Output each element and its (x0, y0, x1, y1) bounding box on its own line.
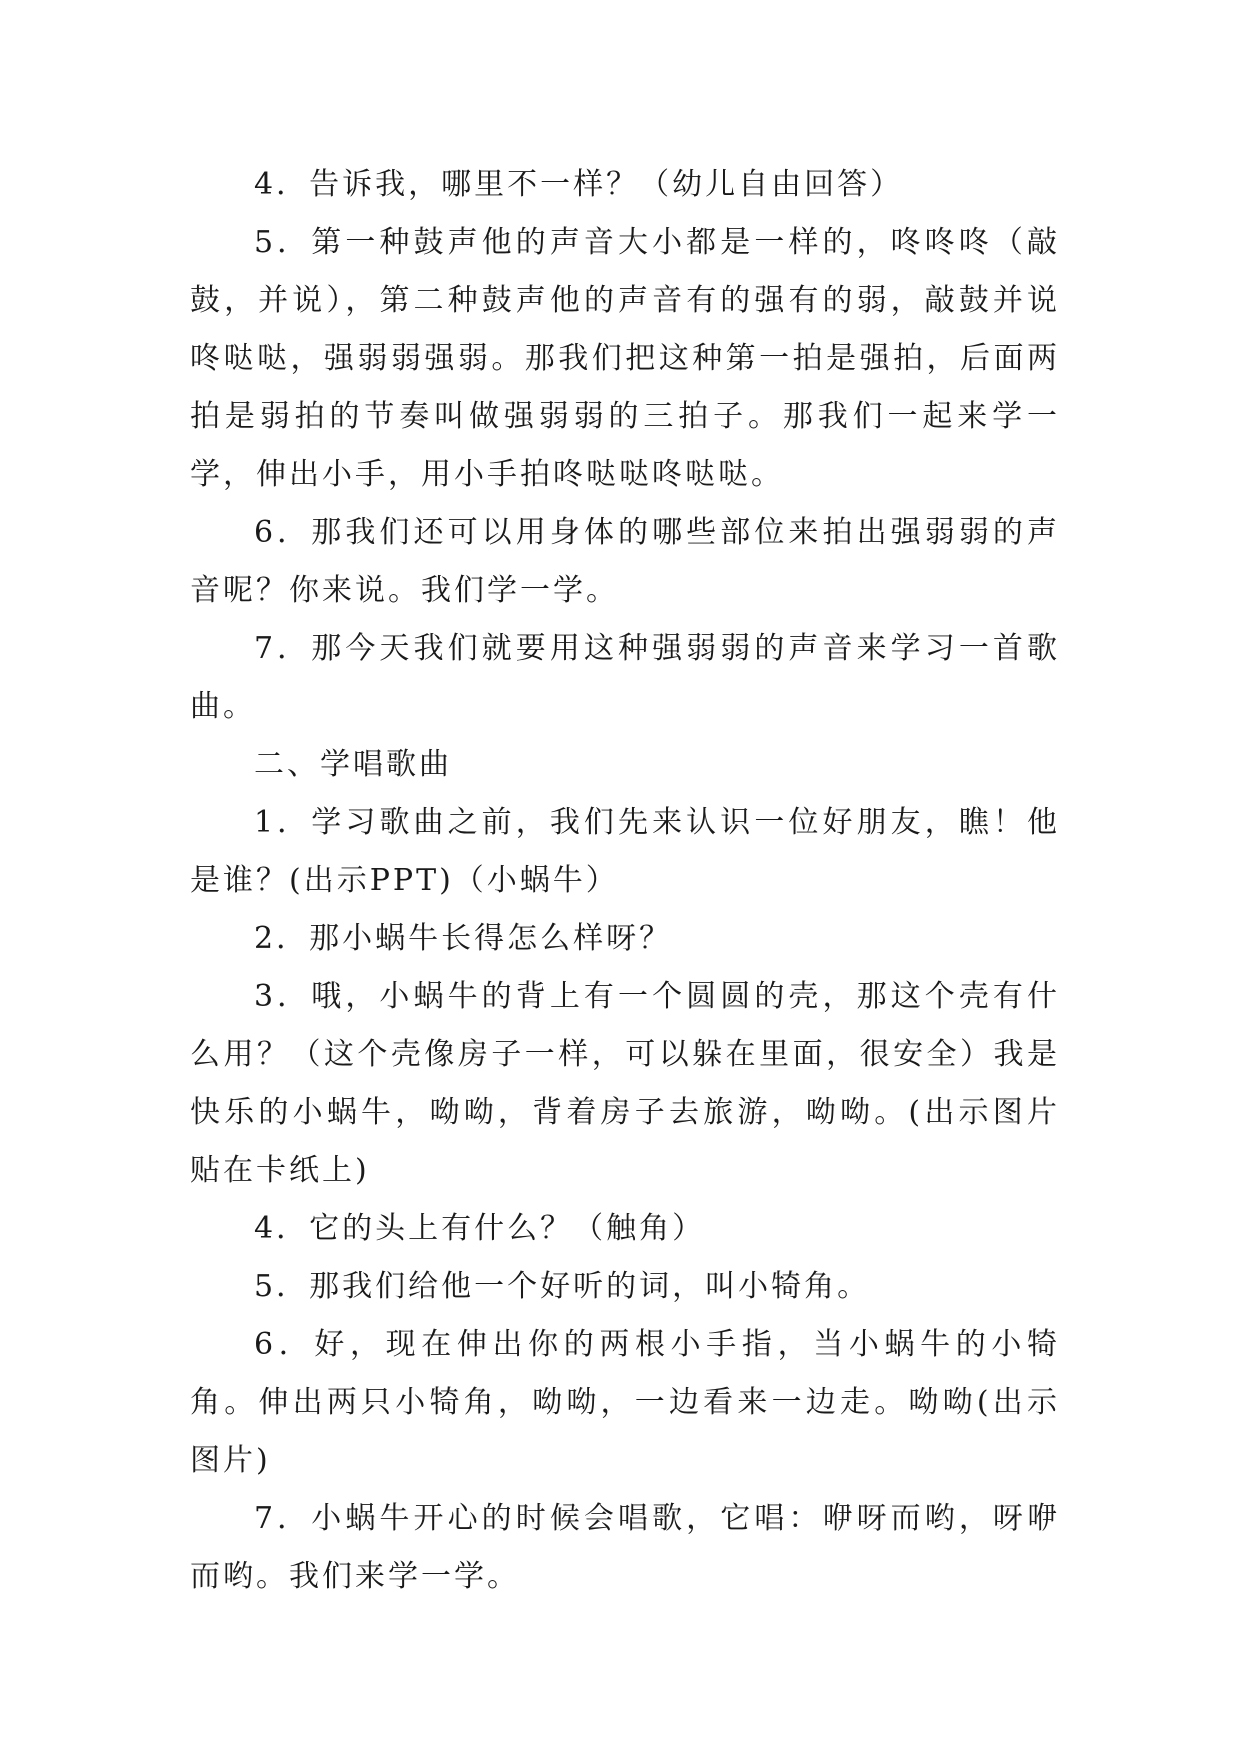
section-heading: 二、学唱歌曲 (254, 747, 452, 782)
paragraph-song-4: 4．它的头上有什么？（触角） (254, 1211, 706, 1246)
document-body (190, 156, 1060, 1606)
paragraph-step-5: 5．第一种鼓声他的声音大小都是一样的，咚咚咚（敲鼓，并说），第二种鼓声他的声音有的强有的弱，敲鼓并说咚哒哒，强弱弱强弱。那我们把这种第一拍是强拍，后面两拍是弱拍的节奏叫做强弱弱的三拍子。那我们一起来学一学，伸出小手，用小手拍咚哒哒咚哒哒。 (190, 225, 1060, 492)
paragraph-song-1: 1．学习歌曲之前，我们先来认识一位好朋友，瞧！他是谁？(出示PPT)（小蜗牛） (190, 805, 1060, 898)
paragraph-song-6: 6．好，现在伸出你的两根小手指，当小蜗牛的小犄角。伸出两只小犄角，呦呦，一边看来一边走。呦呦(出示图片) (190, 1327, 1060, 1478)
paragraph-step-4: 4．告诉我，哪里不一样？（幼儿自由回答） (254, 167, 904, 202)
paragraph-song-5: 5．那我们给他一个好听的词，叫小犄角。 (254, 1269, 871, 1304)
paragraph-step-6: 6．那我们还可以用身体的哪些部位来拍出强弱弱的声音呢？你来说。我们学一学。 (190, 515, 1060, 608)
paragraph-song-3: 3．哦，小蜗牛的背上有一个圆圆的壳，那这个壳有什么用？（这个壳像房子一样，可以躲在里面，很安全）我是快乐的小蜗牛，呦呦，背着房子去旅游，呦呦。(出示图片贴在卡纸上) (190, 979, 1060, 1188)
paragraph-song-7: 7．小蜗牛开心的时候会唱歌，它唱：咿呀而哟，呀咿而哟。我们来学一学。 (190, 1501, 1060, 1594)
paragraph-step-7: 7．那今天我们就要用这种强弱弱的声音来学习一首歌曲。 (190, 631, 1060, 724)
paragraph-song-2: 2．那小蜗牛长得怎么样呀？ (254, 921, 673, 956)
